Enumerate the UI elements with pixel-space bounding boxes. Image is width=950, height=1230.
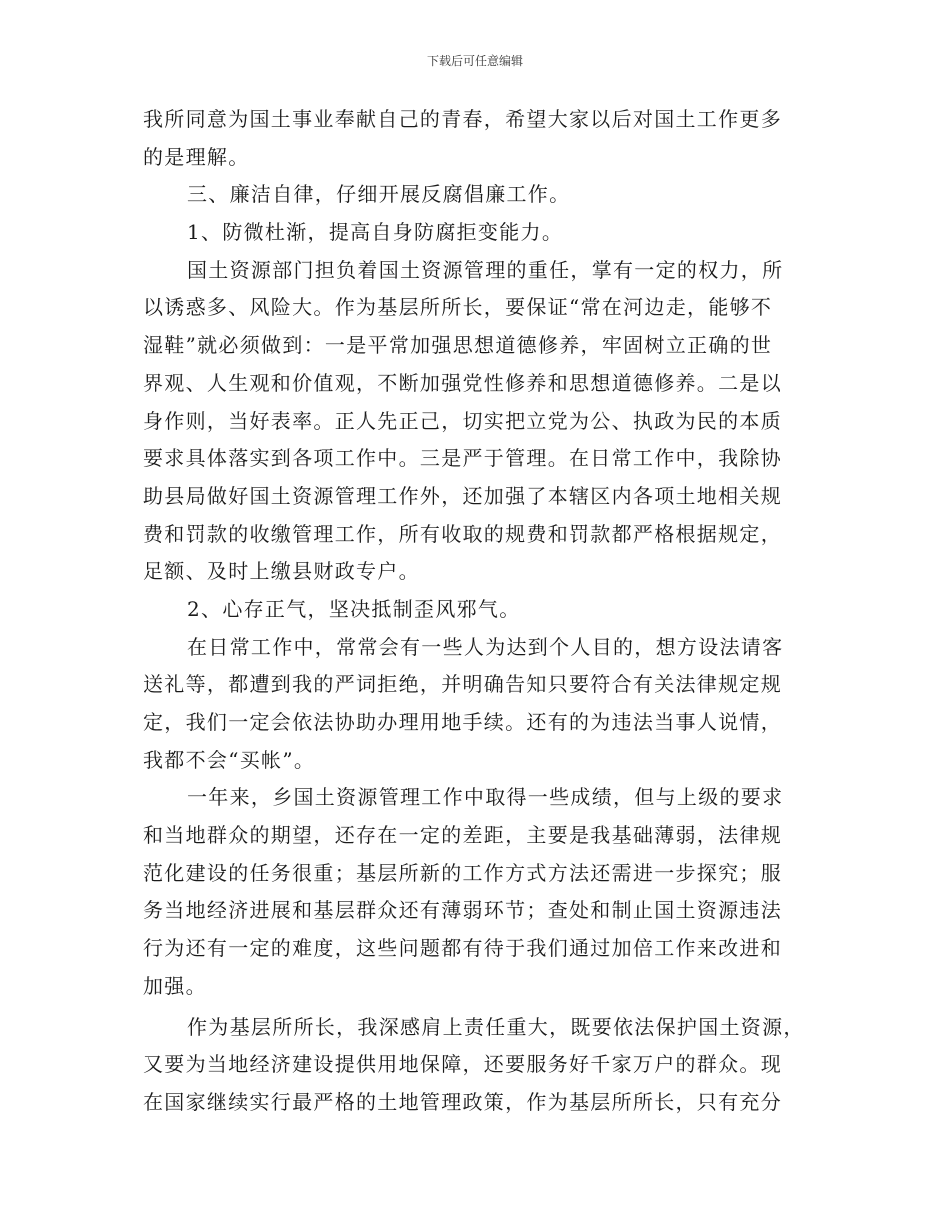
page-header: 下载后可任意编辑 <box>426 54 523 68</box>
text-line: 身作则，当好表率。正人先正己，切实把立党为公、执政为民的本质 <box>143 408 782 433</box>
text-line: 在国家继续实行最严格的土地管理政策，作为基层所所长，只有充分 <box>143 1089 782 1114</box>
text-line: 加强。 <box>143 973 207 998</box>
text-line: 范化建设的任务很重；基层所新的工作方式方法还需进一步探究；服 <box>143 860 782 885</box>
text-line: 2、心存正气，坚决抵制歪风邪气。 <box>187 596 521 621</box>
text-line: 要求具体落实到各项工作中。三是严于管理。在日常工作中，我除协 <box>143 446 782 471</box>
text-line: 湿鞋”就必须做到：一是平常加强思想道德修养，牢固树立正确的世 <box>143 333 773 358</box>
text-line: 助县局做好国土资源管理工作外，还加强了本辖区内各项土地相关规 <box>143 483 782 508</box>
text-line: 1、防微杜渐，提高自身防腐拒变能力。 <box>187 220 564 245</box>
text-line: 的是理解。 <box>143 144 250 169</box>
document-body <box>143 101 808 1122</box>
text-line: 足额、及时上缴县财政专户。 <box>143 559 420 584</box>
text-line: 行为还有一定的难度，这些问题都有待于我们通过加倍工作来改进和 <box>143 936 782 961</box>
text-line: 我都不会“买帐”。 <box>143 747 316 772</box>
text-line: 一年来，乡国土资源管理工作中取得一些成绩，但与上级的要求 <box>187 785 784 810</box>
text-line: 定，我们一定会依法协助办理用地手续。还有的为违法当事人说情， <box>143 710 782 734</box>
text-line: 界观、人生观和价值观，不断加强党性修养和思想道德修养。二是以 <box>143 370 782 395</box>
text-line: 费和罚款的收缴管理工作，所有收取的规费和罚款都严格根据规定， <box>143 521 782 546</box>
text-line: 又要为当地经济建设提供用地保障，还要服务好千家万户的群众。现 <box>143 1052 782 1077</box>
text-line: 在日常工作中，常常会有一些人为达到个人目的，想方设法请客 <box>187 634 784 659</box>
text-line: 我所同意为国土事业奉献自己的青春，希望大家以后对国土工作更多 <box>143 107 782 131</box>
text-line: 以诱惑多、风险大。作为基层所所长，要保证“常在河边走，能够不 <box>143 295 773 320</box>
text-line: 务当地经济进展和基层群众还有薄弱环节；查处和制止国土资源违法 <box>143 898 782 923</box>
text-line: 送礼等，都遭到我的严词拒绝，并明确告知只要符合有关法律规定规 <box>143 672 782 697</box>
text-line: 作为基层所所长，我深感肩上责任重大，既要依法保护国土资源， <box>187 1014 805 1039</box>
text-line: 国土资源部门担负着国土资源管理的重任，掌有一定的权力，所 <box>187 257 784 282</box>
text-line: 三、廉洁自律，仔细开展反腐倡廉工作。 <box>187 182 571 207</box>
text-line: 和当地群众的期望，还存在一定的差距，主要是我基础薄弱，法律规 <box>143 823 782 848</box>
